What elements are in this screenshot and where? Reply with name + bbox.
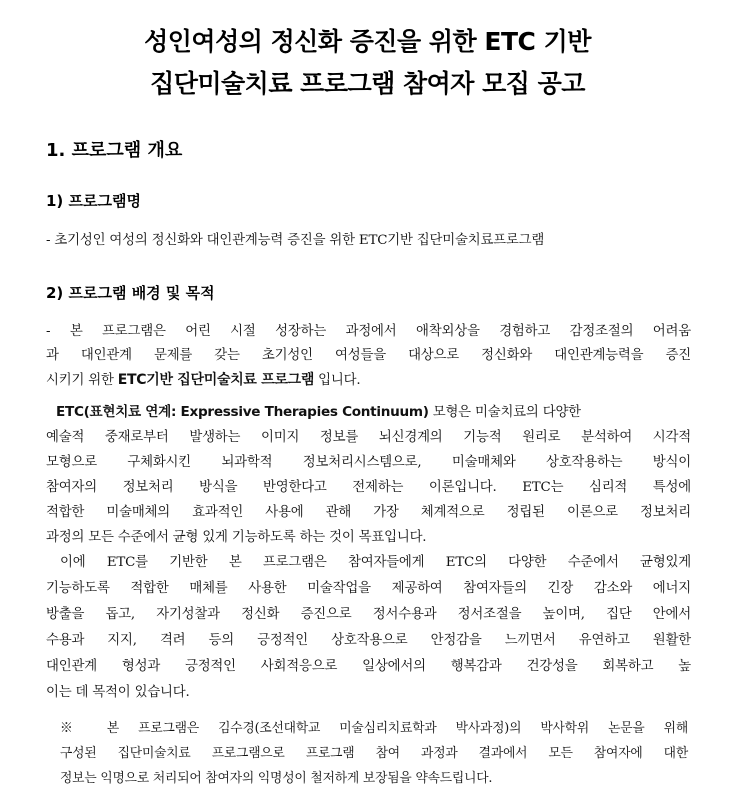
- background-paragraph-3-line-1: 이에 ETC를 기반한 본 프로그램은 참여자들에게 ETC의 다양한 수준에서 균형있게: [60, 555, 691, 570]
- background-paragraph-2-line-3: 모형으로 구체화시킨 뇌과학적 정보처리시스템으로, 미술매체와 상호작용하는 방식이: [46, 455, 691, 470]
- anonymity-note-line-3: 정보는 익명으로 처리되어 참여자의 익명성이 철저하게 보장됨을 약속드립니다.: [60, 771, 493, 786]
- etc-definition-emphasis: ETC(표현치료 연계: Expressive Therapies Continuum): [56, 404, 429, 420]
- background-paragraph-3-line-3: 방출을 돕고, 자기성찰과 정신화 증진으로 정서수용과 정서조절을 높이며, 집단 안에서: [46, 607, 691, 622]
- document-title-line-2: 집단미술치료 프로그램 참여자 모집 공고: [150, 69, 585, 98]
- anonymity-note-line-2: 구성된 집단미술치료 프로그램으로 프로그램 참여 과정과 결과에서 모든 참여자에 대한: [60, 746, 688, 761]
- paragraph-text: 입니다.: [314, 373, 361, 388]
- background-paragraph-2-line-2: 예술적 중재로부터 발생하는 이미지 정보를 뇌신경계의 기능적 원리로 분석하여 시각적: [46, 430, 691, 445]
- background-paragraph-1-line-3: [46, 369, 691, 389]
- paragraph-text: 모형은 미술치료의 다양한: [428, 405, 581, 420]
- paragraph-text: 시키기 위한: [46, 373, 118, 388]
- program-name-emphasis: ETC기반 집단미술치료 프로그램: [117, 372, 315, 388]
- background-paragraph-2-line-1: [56, 400, 691, 420]
- subheading-background-purpose: 2) 프로그램 배경 및 목적: [46, 284, 215, 302]
- background-paragraph-3-line-4: 수용과 지지, 격려 등의 긍정적인 상호작용으로 안정감을 느끼면서 유연하고 원활한: [46, 633, 691, 648]
- background-paragraph-2-line-6: 과정의 모든 수준에서 균형 있게 기능하도록 하는 것이 목표입니다.: [46, 530, 427, 545]
- background-paragraph-3-line-6: 이는 데 목적이 있습니다.: [46, 685, 190, 700]
- background-paragraph-1-line-2: 과 대인관계 문제를 갖는 초기성인 여성들을 대상으로 정신화와 대인관계능력을 증진: [46, 348, 691, 363]
- program-name-text: - 초기성인 여성의 정신화와 대인관계능력 증진을 위한 ETC기반 집단미술치료프로그램: [46, 233, 545, 248]
- subheading-program-name: 1) 프로그램명: [46, 192, 141, 210]
- document-title-line-1: 성인여성의 정신화 증진을 위한 ETC 기반: [144, 27, 591, 56]
- background-paragraph-2-line-5: 적합한 미술매체의 효과적인 사용에 관해 가장 체계적으로 정립된 이론으로 정보처리: [46, 505, 691, 520]
- anonymity-note-line-1: ※ 본 프로그램은 김수경(조선대학교 미술심리치료학과 박사과정)의 박사학위 논문을 위해: [60, 721, 688, 736]
- background-paragraph-3-line-5: 대인관계 형성과 긍정적인 사회적응으로 일상에서의 행복감과 건강성을 회복하고 높: [46, 659, 691, 674]
- section-heading-overview: 1. 프로그램 개요: [46, 140, 183, 161]
- background-paragraph-2-line-4: 참여자의 정보처리 방식을 반영한다고 전제하는 이론입니다. ETC는 심리적 특성에: [46, 480, 691, 495]
- background-paragraph-1-line-1: - 본 프로그램은 어린 시절 성장하는 과정에서 애착외상을 경험하고 감정조절의 어려움: [46, 324, 691, 339]
- background-paragraph-3-line-2: 기능하도록 적합한 매체를 사용한 미술작업을 제공하여 참여자들의 긴장 감소와 에너지: [46, 581, 691, 596]
